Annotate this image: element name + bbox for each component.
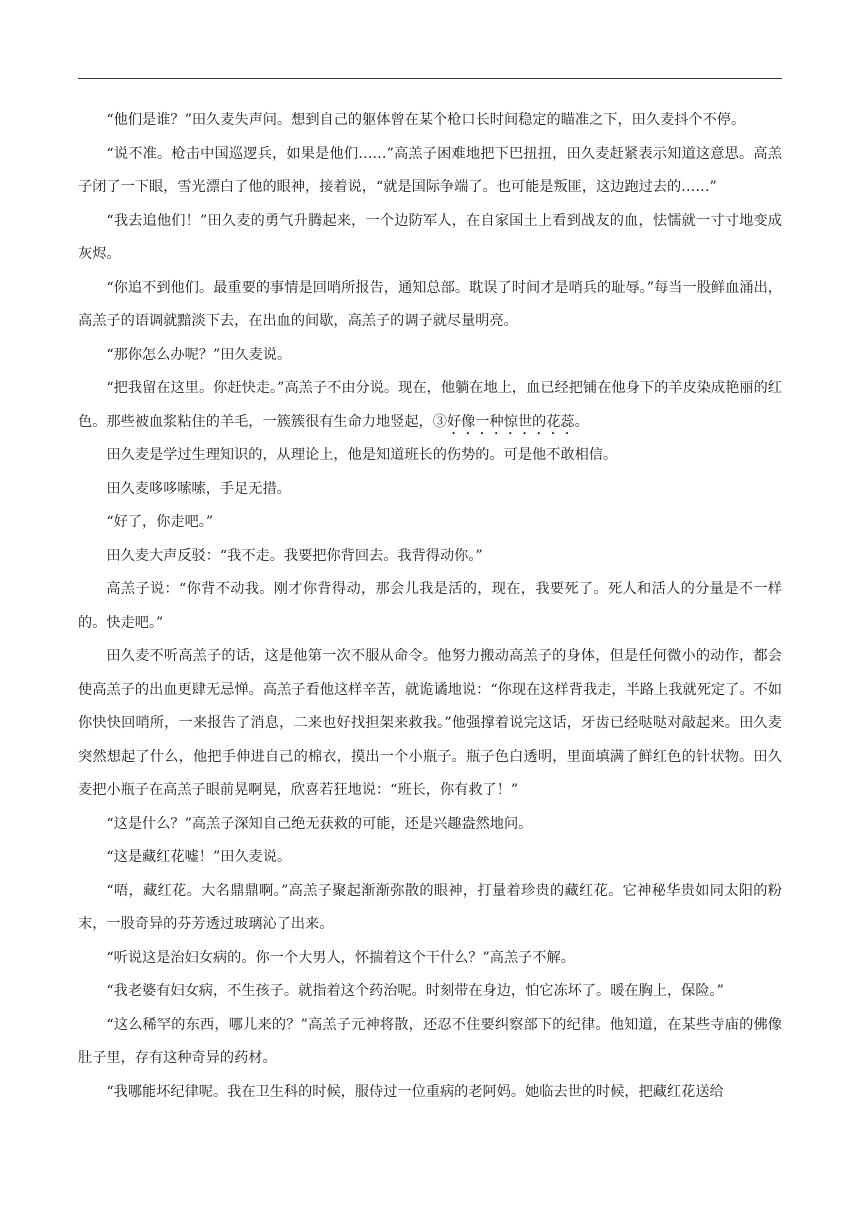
paragraph-18 — [78, 1009, 782, 1076]
paragraph-text: “这是什么？”高羔子深知自己绝无获救的可能，还是兴趣盎然地问。 — [106, 815, 533, 832]
paragraph-text: “说不准。枪击中国巡逻兵，如果是他们……”高羔子困难地把下巴扭扭，田久麦赶紧表示知道这意思。高羔子闭了一下眼，雪光漂白了他的眼神，接着说，“就是国际争端了。也可能是叛匪，这边跑过去的……” — [78, 145, 782, 195]
paragraph-text: “把我留在这里。你赶快走。”高羔子不由分说。现在，他躺在地上，血已经把铺在他身下的羊皮染成艳丽的红色。那些被血浆粘住的羊毛，一簇簇很有生命力地竖起， — [78, 380, 782, 430]
article-body — [78, 104, 782, 1109]
paragraph-text: “这是藏红花嘘！”田久麦说。 — [106, 849, 292, 865]
paragraph-text: 田久麦哆哆嗦嗦，手足无措。 — [106, 480, 291, 497]
paragraph-12 — [78, 640, 782, 808]
paragraph-5 — [78, 339, 782, 373]
paragraph-14 — [78, 841, 782, 875]
paragraph-7 — [78, 439, 782, 473]
paragraph-text: “我老婆有妇女病，不生孩子。就指着这个药治呢。时刻带在身边，怕它冻坏了。暖在胸上，保险。” — [106, 983, 724, 999]
paragraph-text: “那你怎么办呢？”田久麦说。 — [106, 346, 292, 363]
paragraph-text: “他们是谁？”田久麦失声问。想到自己的躯体曾在某个枪口长时间稳定的瞄准之下，田久麦抖个不停。 — [106, 112, 746, 128]
paragraph-10 — [78, 540, 782, 574]
paragraph-text: “好了，你走吧。” — [106, 514, 214, 530]
paragraph-9 — [78, 506, 782, 540]
paragraph-text: 高羔子说：“你背不动我。刚才你背得动，那会儿我是活的，现在，我要死了。死人和活人的分量是不一样的。快走吧。” — [78, 581, 782, 631]
paragraph-6 — [78, 372, 782, 439]
paragraph-3 — [78, 205, 782, 272]
paragraph-text: “我哪能坏纪律呢。我在卫生科的时候，服侍过一位重病的老阿妈。她临去世的时候，把藏红花送给 — [106, 1083, 724, 1100]
paragraph-2 — [78, 138, 782, 205]
paragraph-text: 田久麦大声反驳：“我不走。我要把你背回去。我背得动你。” — [106, 547, 483, 564]
paragraph-text: “唔，藏红花。大名鼎鼎啊。”高羔子聚起渐渐弥散的眼神，打量着珍贵的藏红花。它神秘华贵如同太阳的粉末，一股奇异的芬芳透过玻璃沁了出来。 — [78, 882, 782, 932]
paragraph-text: 田久麦不听高羔子的话，这是他第一次不服从命令。他努力搬动高羔子的身体，但是任何微小的动作，都会使高羔子的出血更肆无忌惮。高羔子看他这样辛苦，就诡谲地说：“你现在这样背我走，半路上我就死定了。不如你快快回哨所，一来报告了消息，二来也好找担架来救我。”他强撑着说完这话，牙齿已经哒哒对敲起来。田久麦突然想起了什么，他把手伸进自己的棉衣，摸出一个小瓶子。瓶子色白透明，里面填满了鲜红色的针状物。田久麦把小瓶子在高羔子眼前晃啊晃，欣喜若狂地说：“班长，你有救了！” — [78, 648, 782, 798]
header-rule — [78, 78, 782, 79]
paragraph-4 — [78, 272, 782, 339]
paragraph-text: 田久麦是学过生理知识的，从理论上，他是知道班长的伤势的。可是他不敢相信。 — [106, 447, 618, 463]
paragraph-tail: 。 — [574, 413, 589, 430]
paragraph-8 — [78, 473, 782, 507]
paragraph-text: “我去追他们！”田久麦的勇气升腾起来，一个边防军人，在自家国土上看到战友的血，怯懦就一寸寸地变成灰烬。 — [78, 212, 782, 262]
emphasized-phrase: 好像一种惊世的花蕊 — [446, 413, 575, 430]
paragraph-text: “你追不到他们。最重要的事情是回哨所报告，通知总部。耽误了时间才是哨兵的耻辱。”每当一股鲜血涌出，高羔子的语调就黯淡下去，在出血的间歇，高羔子的调子就尽量明亮。 — [78, 279, 782, 329]
paragraph-17 — [78, 975, 782, 1009]
paragraph-11 — [78, 573, 782, 640]
paragraph-16 — [78, 942, 782, 976]
paragraph-1 — [78, 104, 782, 138]
paragraph-13 — [78, 808, 782, 842]
paragraph-15 — [78, 875, 782, 942]
question-marker: ③ — [432, 413, 447, 430]
paragraph-text: “听说这是治妇女病的。你一个大男人，怀揣着这个干什么？”高羔子不解。 — [106, 949, 575, 966]
paragraph-text: “这么稀罕的东西，哪儿来的？”高羔子元神将散，还忍不住要纠察部下的纪律。他知道，在某些寺庙的佛像肚子里，存有这种奇异的药材。 — [78, 1016, 782, 1066]
paragraph-19 — [78, 1076, 782, 1110]
